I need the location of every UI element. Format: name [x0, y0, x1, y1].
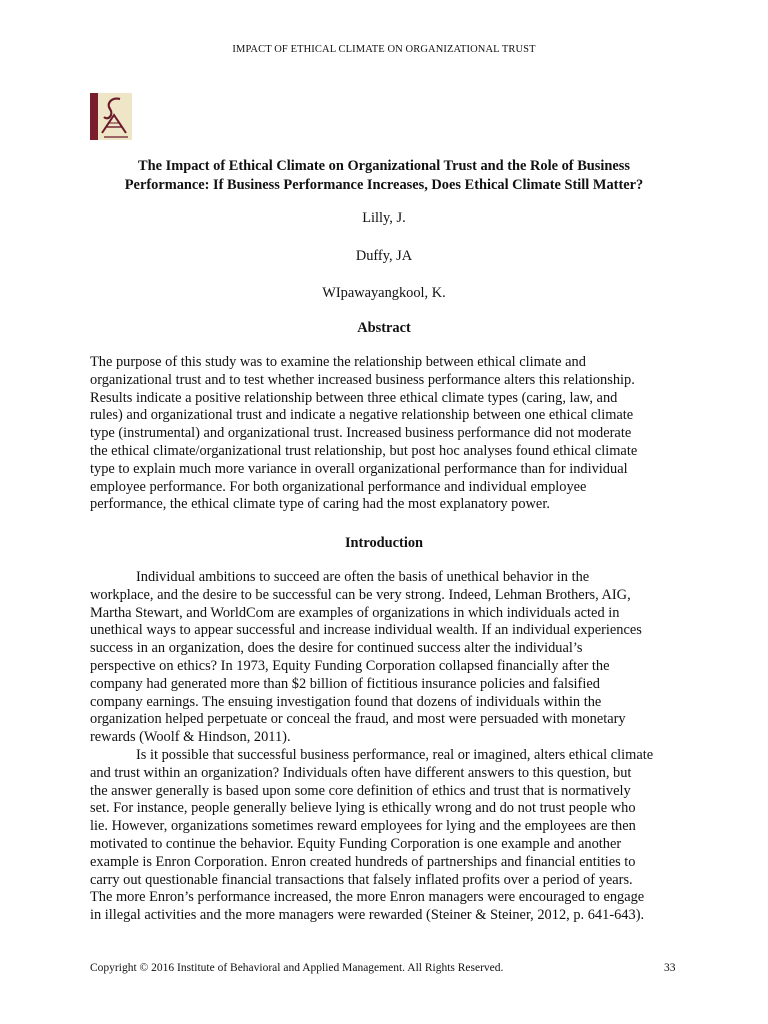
intro-line: example is Enron Corporation. Enron created hundreds of partnerships and financial entities to	[90, 853, 636, 870]
intro-line: organization helped perpetuate or conceal the fraud, and most were persuaded with monetary	[90, 711, 626, 728]
author-name: Duffy, JA	[355, 248, 413, 264]
running-head: IMPACT OF ETHICAL CLIMATE ON ORGANIZATIONAL TRUST	[232, 44, 536, 55]
title-line: Performance: If Business Performance Increases, Does Ethical Climate Still Matter?	[124, 177, 644, 193]
intro-line: in illegal activities and the more managers were rewarded (Steiner & Steiner, 2012, p. 641-643).	[90, 907, 645, 924]
abstract-line: The purpose of this study was to examine the relationship between ethical climate and	[90, 354, 586, 370]
abstract-line: the ethical climate/organizational trust relationship, but post hoc analyses found ethical climate	[90, 442, 638, 459]
abstract-line: type to explain much more variance in overall organizational performance than for individual	[90, 460, 628, 477]
page-number: 33	[664, 962, 676, 974]
intro-line: Is it possible that successful business performance, real or imagined, alters ethical climate	[136, 746, 654, 763]
abstract-body	[90, 354, 680, 514]
intro-line: company earnings. The ensuing investigation found that dozens of individuals within the	[90, 693, 602, 710]
abstract-line: organizational trust and to test whether increased business performance alters this relationship.	[90, 371, 635, 388]
intro-line: set. For instance, people generally believe lying is ethically wrong and do not trust people who	[90, 800, 636, 817]
abstract-line: rules) and organizational trust and indicate a negative relationship between one ethical climate	[90, 407, 634, 424]
intro-line: workplace, and the desire to be successful can be very strong. Indeed, Lehman Brothers, AIG,	[90, 586, 631, 603]
intro-line: perspective on ethics? In 1973, Equity Funding Corporation collapsed financially after the	[90, 657, 610, 674]
intro-line: lie. However, organizations sometimes reward employees for lying and the employees are then	[90, 818, 636, 835]
intro-line: and trust within an organization? Individuals often have different answers to this question, but	[90, 764, 632, 781]
copyright-notice: Copyright © 2016 Institute of Behavioral and Applied Management. All Rights Reserved.	[90, 962, 504, 974]
title-line: The Impact of Ethical Climate on Organizational Trust and the Role of Business	[138, 158, 630, 174]
intro-line: Martha Stewart, and WorldCom are examples of organizations in which individuals acted in	[90, 604, 620, 621]
abstract-line: employee performance. For both organizational performance and individual employee	[90, 478, 587, 495]
intro-line: success in an organization, does the desire for continued success alter the individual’s	[90, 640, 583, 657]
abstract-heading: Abstract	[357, 320, 411, 336]
abstract-line: type (instrumental) and organizational trust. Increased business performance did not moderate	[90, 425, 632, 442]
journal-logo-icon	[90, 93, 132, 140]
author-name: Lilly, J.	[362, 210, 406, 226]
intro-line: unethical ways to appear successful and increase individual wealth. If an individual experiences	[90, 622, 642, 639]
abstract-line: performance, the ethical climate type of caring had the most explanatory power.	[90, 496, 550, 513]
introduction-body	[90, 569, 680, 925]
intro-line: company had generated more than $2 billion of fictitious insurance policies and falsified	[90, 675, 600, 692]
intro-line: The more Enron’s performance increased, the more Enron managers were encouraged to engage	[90, 889, 645, 906]
introduction-heading: Introduction	[344, 535, 424, 551]
intro-line: rewards (Woolf & Hindson, 2011).	[90, 729, 291, 746]
paper-title	[96, 157, 672, 195]
intro-line: the answer generally is based upon some core definition of ethics and trust that is normatively	[90, 782, 631, 799]
author-name: WIpawayangkool, K.	[322, 285, 446, 301]
abstract-line: Results indicate a positive relationship between three ethical climate types (caring, law, and	[90, 389, 618, 406]
intro-line: motivated to continue the behavior. Equity Funding Corporation is one example and another	[90, 835, 622, 852]
intro-line: carry out questionable financial transactions that falsely inflated profits over a period of years.	[90, 871, 633, 888]
intro-line: Individual ambitions to succeed are often the basis of unethical behavior in the	[136, 569, 590, 585]
